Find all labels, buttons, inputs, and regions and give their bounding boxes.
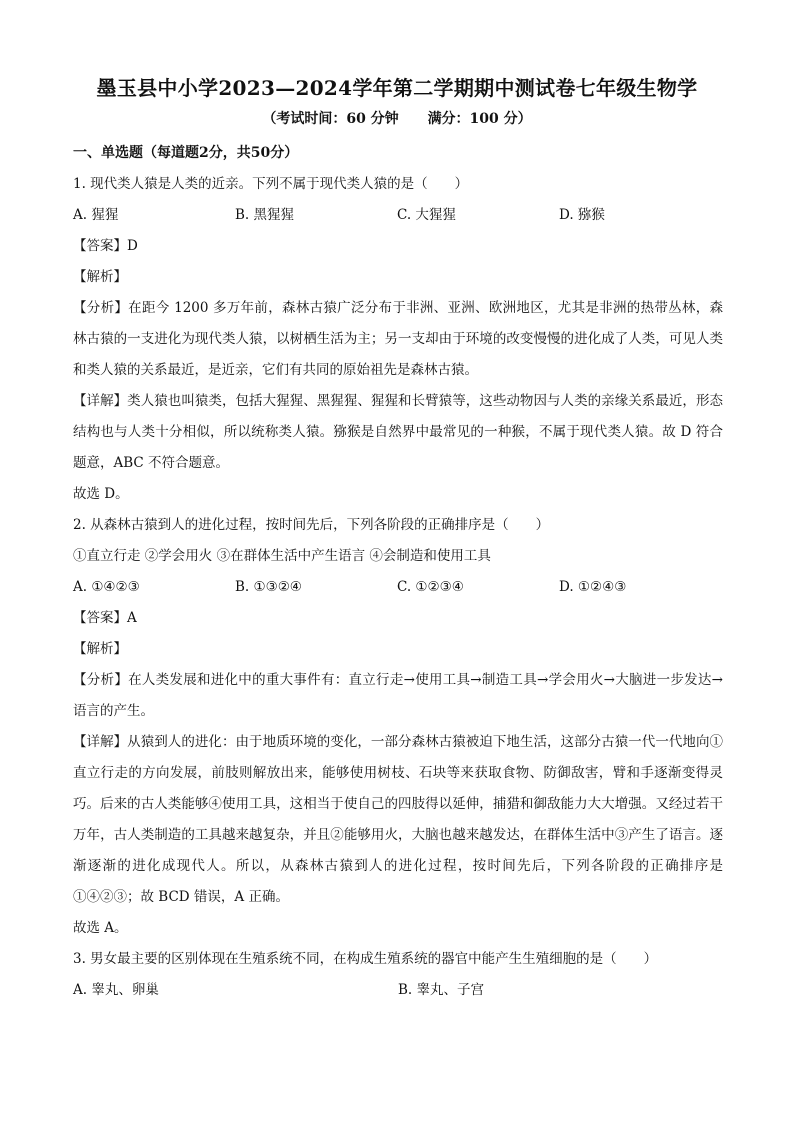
full-score: 满分：100 分） — [427, 111, 532, 127]
question-1-stem: 1. 现代类人猿是人类的近亲。下列不属于现代类人猿的是（ ） — [73, 176, 469, 192]
question-1-conclusion: 故选 D。 — [73, 486, 129, 502]
question-1-answer: 【答案】D — [73, 238, 138, 254]
option-c: C. 大猩猩 — [397, 207, 456, 223]
question-2-stem: 2. 从森林古猿到人的进化过程，按时间先后，下列各阶段的正确排序是（ ） — [73, 517, 550, 533]
option-c: C. ①②③④ — [397, 579, 464, 595]
exam-time: （考试时间：60 分钟 — [262, 111, 399, 127]
option-a: A. 猩猩 — [73, 207, 119, 223]
option-b: B. ①③②④ — [235, 579, 302, 595]
question-1-options — [73, 200, 723, 231]
option-a: A. ①④②③ — [73, 579, 140, 595]
option-b: B. 黑猩猩 — [235, 207, 295, 223]
question-1-analysis-label: 【解析】 — [73, 269, 127, 285]
option-b: B. 睾丸、子宫 — [398, 982, 485, 998]
question-2-fenxi: 【分析】在人类发展和进化中的重大事件有：直立行走→使用工具→制造工具→学会用火→大脑进一步发达→语言的产生。 — [73, 672, 723, 719]
option-a: A. 睾丸、卵巢 — [73, 982, 159, 998]
question-2-items: ①直立行走 ②学会用火 ③在群体生活中产生语言 ④会制造和使用工具 — [73, 548, 491, 564]
section-heading: 一、单选题（每道题2分，共50分） — [73, 145, 299, 161]
question-2-xiangjie: 【详解】从猿到人的进化：由于地质环境的变化，一部分森林古猿被迫下地生活，这部分古猿一代一代地向①直立行走的方向发展，前肢则解放出来，能够使用树枝、石块等来获取食物、防御敌害，臂和手逐渐变得灵巧。后来的古人类能够④使用工具，这相当于使自己的四肢得以延伸，捕猎和御敌能力大大增强。又经过若干万年，古人类制造的工具越来越复杂，并且②能够用火，大脑也越来越发达，在群体生活中③产生了语言。逐渐逐渐的进化成现代人。所以，从森林古猿到人的进化过程，按时间先后，下列各阶段的正确排序是①④②③；故 BCD 错误，A 正确。 — [73, 734, 723, 905]
question-1-xiangjie: 【详解】类人猿也叫猿类，包括大猩猩、黑猩猩、猩猩和长臂猿等，这些动物因与人类的亲缘关系最近，形态结构也与人类十分相似，所以统称类人猿。猕猴是自然界中最常见的一种猴，不属于现代类人猿。故 D 符合题意，ABC 不符合题意。 — [73, 393, 723, 471]
exam-info — [0, 108, 794, 128]
question-1-fenxi: 【分析】在距今 1200 多万年前，森林古猿广泛分布于非洲、亚洲、欧洲地区，尤其是非洲的热带丛林，森林古猿的一支进化为现代类人猿，以树栖生活为主；另一支却由于环境的改变慢慢的进化成了人类，可见人类和类人猿的关系最近，是近亲，它们有共同的原始祖先是森林古猿。 — [73, 300, 723, 378]
option-d: D. 猕猴 — [559, 207, 605, 223]
question-3-stem: 3. 男女最主要的区别体现在生殖系统不同，在构成生殖系统的器官中能产生生殖细胞的是（ ） — [73, 951, 658, 967]
question-3-options — [73, 975, 723, 1006]
question-2-answer: 【答案】A — [73, 610, 137, 626]
option-d: D. ①②④③ — [559, 579, 627, 595]
exam-content — [73, 138, 723, 1006]
question-2-conclusion: 故选 A。 — [73, 920, 128, 936]
question-2-options — [73, 572, 723, 603]
question-2-analysis-label: 【解析】 — [73, 641, 127, 657]
page-title: 墨玉县中小学2023—2024学年第二学期期中测试卷七年级生物学 — [96, 76, 698, 100]
